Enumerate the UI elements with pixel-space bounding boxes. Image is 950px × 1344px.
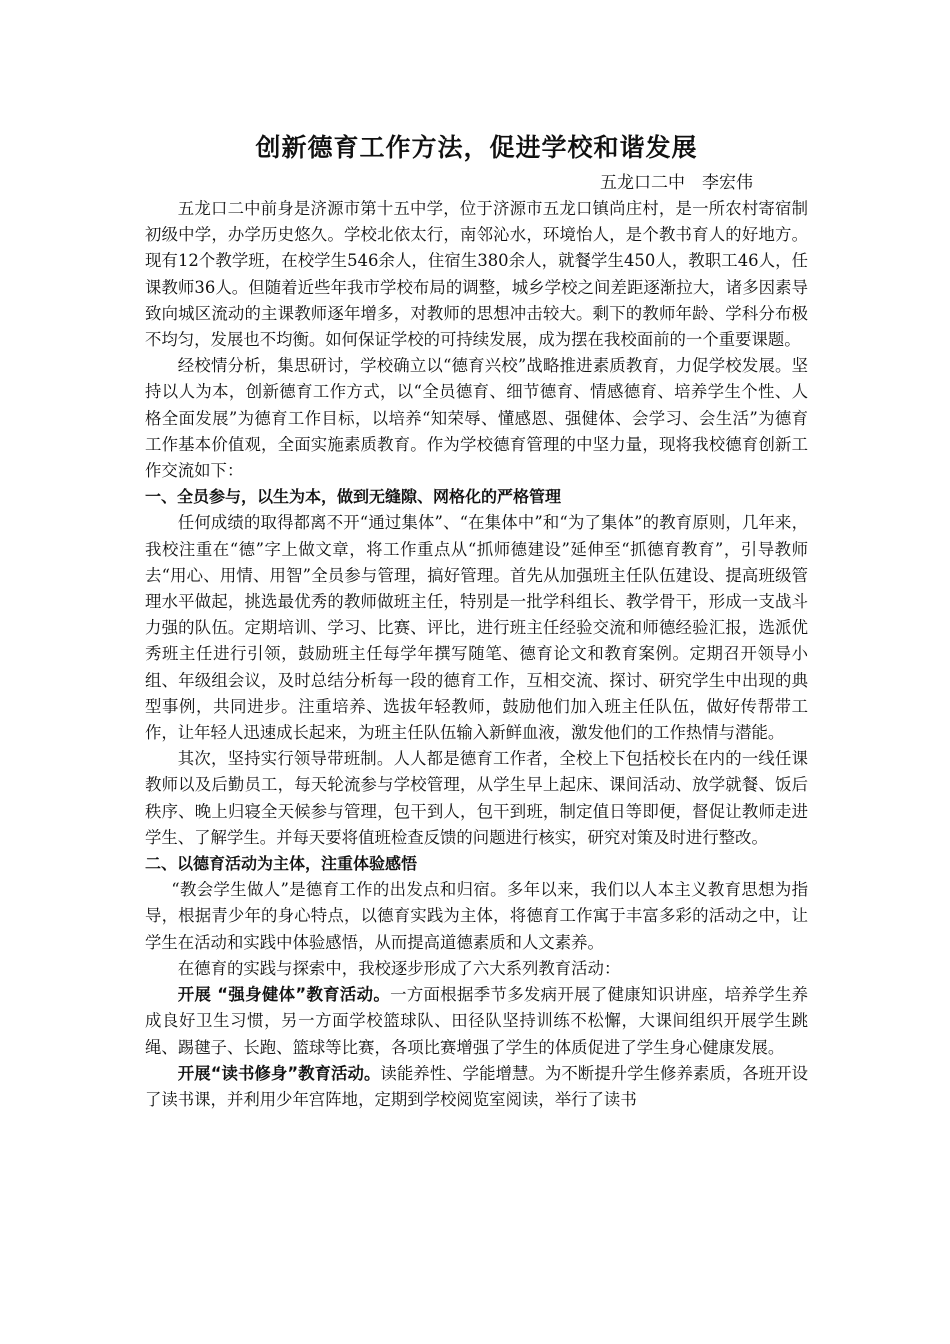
paragraph-section1-b: 其次，坚持实行领导带班制。人人都是德育工作者，全校上下包括校长在内的一线任课教师以及后勤员工，每天轮流参与学校管理，从学生早上起床、课间活动、放学就餐、饭后秩序、晚上归寝全天候参与管理，包干到人，包干到班，制定值日等即便，督促让教师走进学生、了解学生。并每天要将值班检查反馈的问题进行核实，研究对策及时进行整改。 bbox=[145, 749, 808, 847]
paragraph-section2-b: 在德育的实践与探索中，我校逐步形成了六大系列教育活动： bbox=[177, 958, 621, 978]
paragraph-activity-fitness bbox=[145, 982, 808, 1061]
paragraph-activity-reading bbox=[145, 1061, 808, 1113]
document-title: 创新德育工作方法，促进学校和谐发展 bbox=[255, 133, 698, 162]
activity-reading-body: 读能养性、学能增慧。为不断提升学生修养素质，各班开设了读书课，并利用少年宫阵地，定期到学校阅览室阅读，举行了读书 bbox=[145, 1063, 809, 1109]
paragraph-analysis: 经校情分析，集思研讨，学校确立以“德育兴校”战略推进素质教育，力促学校发展。坚持以人为本，创新德育工作方式，以“全员德育、细节德育、情感德育、培养学生个性、人格全面发展”为德育工作目标，以培养“知荣辱、懂感恩、强健体、会学习、会生活”为德育工作基本价值观，全面实施素质教育。作为学校德育管理的中坚力量，现将我校德育创新工作交流如下： bbox=[145, 356, 808, 481]
section-heading-1: 一、全员参与，以生为本，做到无缝隙、网格化的严格管理 bbox=[145, 487, 562, 507]
document-author: 五龙口二中 李宏伟 bbox=[600, 173, 753, 193]
section-heading-2: 二、以德育活动为主体，注重体验感悟 bbox=[145, 854, 418, 874]
activity-fitness-lead: 开展 “强身健体”教育活动。 bbox=[177, 985, 391, 1005]
document-page bbox=[145, 128, 808, 1113]
paragraph-intro: 五龙口二中前身是济源市第十五中学，位于济源市五龙口镇尚庄村，是一所农村寄宿制初级中学，办学历史悠久。学校北依太行，南邻沁水，环境怡人，是个教书育人的好地方。现有12个教学班，在校学生546余人，住宿生380余人，就餐学生450人，教职工46人，任课教师36人。但随着近些年我市学校布局的调整，城乡学校之间差距逐渐拉大，诸多因素导致向城区流动的主课教师逐年增多，对教师的思想冲击较大。剩下的教师年龄、学科分布极不均匀，发展也不均衡。如何保证学校的可持续发展，成为摆在我校面前的一个重要课题。 bbox=[145, 199, 808, 350]
paragraph-section2-a: “教会学生做人”是德育工作的出发点和归宿。多年以来，我们以人本主义教育思想为指导，根据青少年的身心特点，以德育实践为主体，将德育工作寓于丰富多彩的活动之中，让学生在活动和实践中体验感悟，从而提高道德素质和人文素养。 bbox=[145, 880, 808, 952]
activity-reading-lead: 开展“读书修身”教育活动。 bbox=[177, 1063, 381, 1083]
activity-fitness-body: 一方面根据季节多发病开展了健康知识讲座，培养学生养成良好卫生习惯，另一方面学校篮球队、田径队坚持训练不松懈，大课间组织开展学生跳绳、踢毽子、长跑、篮球等比赛，各项比赛增强了学生的体质促进了学生身心健康发展。 bbox=[145, 985, 808, 1057]
paragraph-section1-a: 任何成绩的取得都离不开“通过集体”、“在集体中”和“为了集体”的教育原则，几年来，我校注重在“德”字上做文章，将工作重点从“抓师德建设”延伸至“抓德育教育”，引导教师去“用心、用情、用智”全员参与管理，搞好管理。首先从加强班主任队伍建设、提高班级管理水平做起，挑选最优秀的教师做班主任，特别是一批学科组长、教学骨干，形成一支战斗力强的队伍。定期培训、学习、比赛、评比，进行班主任经验交流和师德经验汇报，选派优秀班主任进行引领，鼓励班主任每学年撰写随笔、德育论文和教育案例。定期召开领导小组、年级组会议，及时总结分析每一段的德育工作，互相交流、探讨、研究学生中出现的典型事例，共同进步。注重培养、选拔年轻教师，鼓励他们加入班主任队伍，做好传帮带工作，让年轻人迅速成长起来，为班主任队伍输入新鲜血液，激发他们的工作热情与潜能。 bbox=[145, 513, 808, 743]
